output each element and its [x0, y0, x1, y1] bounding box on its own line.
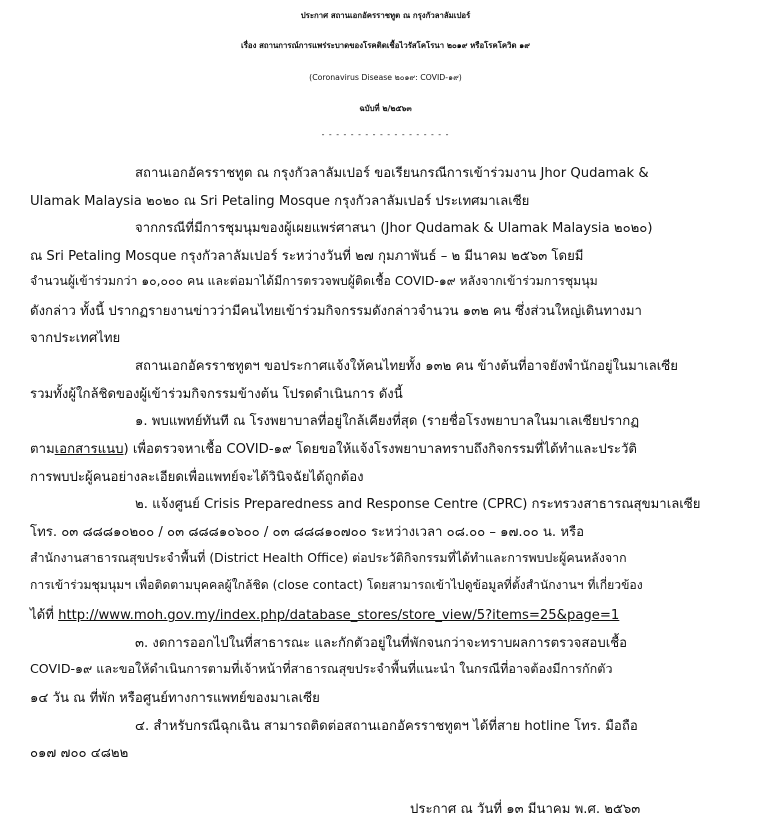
body-line: โทร. ๐๓ ๘๘๘๑๐๒๐๐ / ๐๓ ๘๘๘๑๐๖๐๐ / ๐๓ ๘๘๘๑๐๗๐๐ ระหว่างเวลา ๐๘.๐๐ – ๑๗.๐๐ น. หรือ — [30, 525, 585, 540]
body-line: Ulamak Malaysia ๒๐๒๐ ณ Sri Petaling Mosque กรุงกัวลาลัมเปอร์ ประเทศมาเลเซีย — [30, 194, 530, 209]
attachment-link[interactable]: เอกสารแนบ — [54, 442, 124, 457]
body-line: ดังกล่าว ทั้งนี้ ปรากฏรายงานข่าวว่ามีคนไทยเข้าร่วมกิจกรรมดังกล่าวจำนวน ๑๓๒ คน ซึ่งส่วนใหญ่เดินทางมา — [30, 304, 642, 319]
body-line: รวมทั้งผู้ใกล้ชิดของผู้เข้าร่วมกิจกรรมข้างต้น โปรดดำเนินการ ดังนี้ — [30, 387, 403, 402]
body-text: ) เพื่อตรวจหาเชื้อ COVID-๑๙ โดยขอให้แจ้งโรงพยาบาลทราบถึงกิจกรรมที่ได้ทำและประวัติ — [123, 442, 637, 457]
body-line: COVID-๑๙ และขอให้ดำเนินการตามที่เจ้าหน้าที่สาธารณสุขประจำพื้นที่แนะนำ ในกรณีที่อาจต้องมีการกักตัว — [30, 661, 613, 676]
header-issue-number: ฉบับที่ ๒/๒๕๖๓ — [359, 104, 412, 113]
body-line: การเข้าร่วมชุมนุมฯ เพื่อติดตามบุคคลผู้ใกล้ชิด (close contact) โดยสามารถเข้าไปดูข้อมูลที่ตั้งสำนักงานฯ ที่เกี่ยวข้อง — [30, 578, 643, 592]
body-line: ๔. สำหรับกรณีฉุกเฉิน สามารถติดต่อสถานเอกอัครราชทูตฯ ได้ที่สาย hotline โทร. มือถือ — [135, 719, 638, 734]
body-line — [30, 604, 619, 625]
signature-date: ประกาศ ณ วันที่ ๑๓ มีนาคม พ.ศ. ๒๕๖๓ — [410, 802, 641, 817]
body-line: สำนักงานสาธารณสุขประจำพื้นที่ (District Health Office) ต่อประวัติกิจกรรมที่ได้ทำและการพบปะผู้คนหลังจาก — [30, 550, 627, 565]
header-subject: เรื่อง สถานการณ์การแพร่ระบาดของโรคติดเชื้อไวรัสโคโรนา ๒๐๑๙ หรือโรคโควิด ๑๙ — [241, 41, 530, 50]
header-separator: - - - - - - - - - - - - - - - - - - — [321, 130, 450, 139]
body-line: ๒. แจ้งศูนย์ Crisis Preparedness and Response Centre (CPRC) กระทรวงสาธารณสุขมาเลเซีย — [135, 497, 701, 512]
body-line: ณ Sri Petaling Mosque กรุงกัวลาลัมเปอร์ ระหว่างวันที่ ๒๗ กุมภาพันธ์ – ๒ มีนาคม ๒๕๖๓ โดยมี — [30, 249, 584, 264]
body-line: จากกรณีที่มีการชุมนุมของผู้เผยแพร่ศาสนา (Jhor Qudamak & Ulamak Malaysia ๒๐๒๐) — [135, 221, 653, 236]
body-line: ๑๔ วัน ณ ที่พัก หรือศูนย์ทางการแพทย์ของมาเลเซีย — [30, 691, 320, 706]
body-text: ได้ที่ — [30, 608, 59, 623]
body-line: ๐๑๗ ๗๐๐ ๔๘๒๒ — [30, 746, 129, 761]
body-line: การพบปะผู้คนอย่างละเอียดเพื่อแพทย์จะได้วินิจฉัยได้ถูกต้อง — [30, 470, 364, 485]
moh-url-link[interactable]: http://www.moh.gov.my/index.php/database_stores/store_view/5?items=25&page=1 — [58, 608, 620, 623]
header-disease-name: (Coronavirus Disease ๒๐๑๙: COVID-๑๙) — [309, 73, 462, 82]
body-line: จำนวนผู้เข้าร่วมกว่า ๑๐,๐๐๐ คน และต่อมาได้มีการตรวจพบผู้ติดเชื้อ COVID-๑๙ หลังจากเข้าร่วมการชุมนุม — [30, 274, 598, 288]
body-line: ๑. พบแพทย์ทันที ณ โรงพยาบาลที่อยู่ใกล้เคียงที่สุด (รายชื่อโรงพยาบาลในมาเลเซียปรากฏ — [135, 414, 640, 429]
body-line: ๓. งดการออกไปในที่สาธารณะ และกักตัวอยู่ในที่พักจนกว่าจะทราบผลการตรวจสอบเชื้อ — [135, 636, 628, 651]
body-line: สถานเอกอัครราชทูตฯ ขอประกาศแจ้งให้คนไทยทั้ง ๑๓๒ คน ข้างต้นที่อาจยังพำนักอยู่ในมาเลเซีย — [135, 359, 678, 374]
body-line — [30, 438, 637, 459]
header-title: ประกาศ สถานเอกอัครราชทูต ณ กรุงกัวลาลัมเปอร์ — [300, 11, 471, 20]
body-line: สถานเอกอัครราชทูต ณ กรุงกัวลาลัมเปอร์ ขอเรียนกรณีการเข้าร่วมงาน Jhor Qudamak & — [135, 166, 649, 181]
body-line: จากประเทศไทย — [30, 331, 121, 346]
body-text: ตาม — [30, 442, 55, 457]
